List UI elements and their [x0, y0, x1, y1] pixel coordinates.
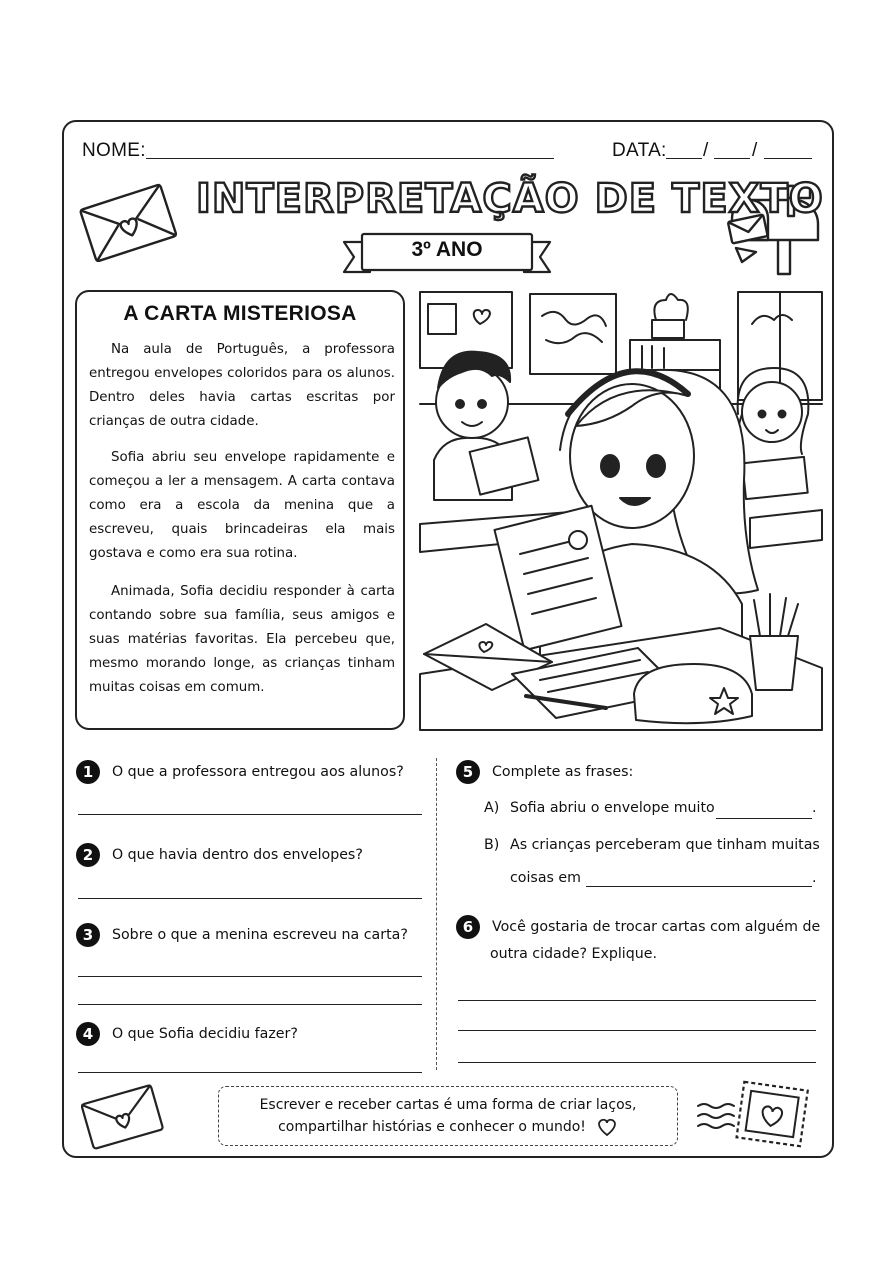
date-separator: / [703, 140, 709, 161]
answer-line[interactable] [458, 1000, 816, 1001]
question-text: O que havia dentro dos envelopes? [112, 847, 363, 863]
name-field[interactable] [146, 158, 554, 159]
date-year-field[interactable] [764, 158, 812, 159]
complete-a-blank[interactable] [716, 818, 812, 819]
question-1 [76, 760, 404, 784]
question-4 [76, 1022, 298, 1046]
question-text-continued: outra cidade? Explique. [490, 946, 657, 962]
complete-b-text: As crianças perceberam que tinham muitas [510, 837, 820, 853]
date-day-field[interactable] [666, 158, 702, 159]
question-5 [456, 760, 633, 784]
story-box [75, 290, 405, 730]
story-title: A CARTA MISTERIOSA [123, 302, 357, 325]
story-paragraph: Sofia abriu seu envelope rapidamente e começou a ler a mensagem. A carta contava como era a escola da menina que a escreveu, quais brincadeiras ela mais gostava e como era sua rotina. [89, 450, 395, 561]
question-text: Você gostaria de trocar cartas com alguém de [492, 919, 821, 935]
question-6 [456, 915, 820, 939]
envelope-heart-icon [80, 1084, 164, 1148]
date-label: DATA: [612, 140, 667, 161]
question-number: 3 [76, 923, 100, 947]
answer-line[interactable] [78, 1072, 422, 1073]
grade-label: 3º ANO [411, 238, 483, 261]
complete-a-period: . [812, 800, 817, 816]
complete-b-blank[interactable] [586, 886, 812, 887]
question-number: 2 [76, 843, 100, 867]
question-text: Sobre o que a menina escreveu na carta? [112, 927, 408, 943]
question-text: Complete as frases: [492, 764, 634, 780]
answer-line[interactable] [458, 1030, 816, 1031]
date-separator: / [752, 140, 758, 161]
complete-b-text-continued: coisas em [510, 870, 581, 886]
heart-icon [596, 1117, 618, 1137]
column-divider [436, 758, 437, 1070]
answer-line[interactable] [78, 1004, 422, 1005]
answer-line[interactable] [78, 814, 422, 815]
footer-line-1: Escrever e receber cartas é uma forma de criar laços, [259, 1097, 637, 1113]
story-paragraph: Animada, Sofia decidiu responder à carta contando sobre sua família, seus amigos e suas matérias favoritas. Ela percebeu que, mesmo morando longe, as crianças tinham muitas coisas em comum. [89, 584, 395, 695]
question-number: 5 [456, 760, 480, 784]
complete-a-label: A) [484, 800, 500, 816]
story-paragraph: Na aula de Português, a professora entregou envelopes coloridos para os alunos. Dentro deles havia cartas escritas por crianças de outra cidade. [89, 342, 395, 429]
name-label: NOME: [82, 140, 146, 161]
question-text: O que Sofia decidiu fazer? [112, 1026, 298, 1042]
question-number: 4 [76, 1022, 100, 1046]
footer-line-2: compartilhar histórias e conhecer o mundo! [278, 1119, 586, 1135]
question-number: 1 [76, 760, 100, 784]
envelope-heart-icon [78, 182, 178, 262]
footer-message [218, 1086, 678, 1146]
stamp-heart-icon [696, 1082, 812, 1148]
page-title: INTERPRETAÇÃO DE TEXTO [196, 176, 824, 222]
date-month-field[interactable] [714, 158, 750, 159]
answer-line[interactable] [458, 1062, 816, 1063]
classroom-illustration [420, 284, 822, 730]
complete-b-period: . [812, 870, 817, 886]
question-2 [76, 843, 363, 867]
complete-b-label: B) [484, 837, 500, 853]
answer-line[interactable] [78, 898, 422, 899]
question-3 [76, 923, 408, 947]
complete-a-text: Sofia abriu o envelope muito [510, 800, 715, 816]
answer-line[interactable] [78, 976, 422, 977]
question-text: O que a professora entregou aos alunos? [112, 764, 404, 780]
question-number: 6 [456, 915, 480, 939]
